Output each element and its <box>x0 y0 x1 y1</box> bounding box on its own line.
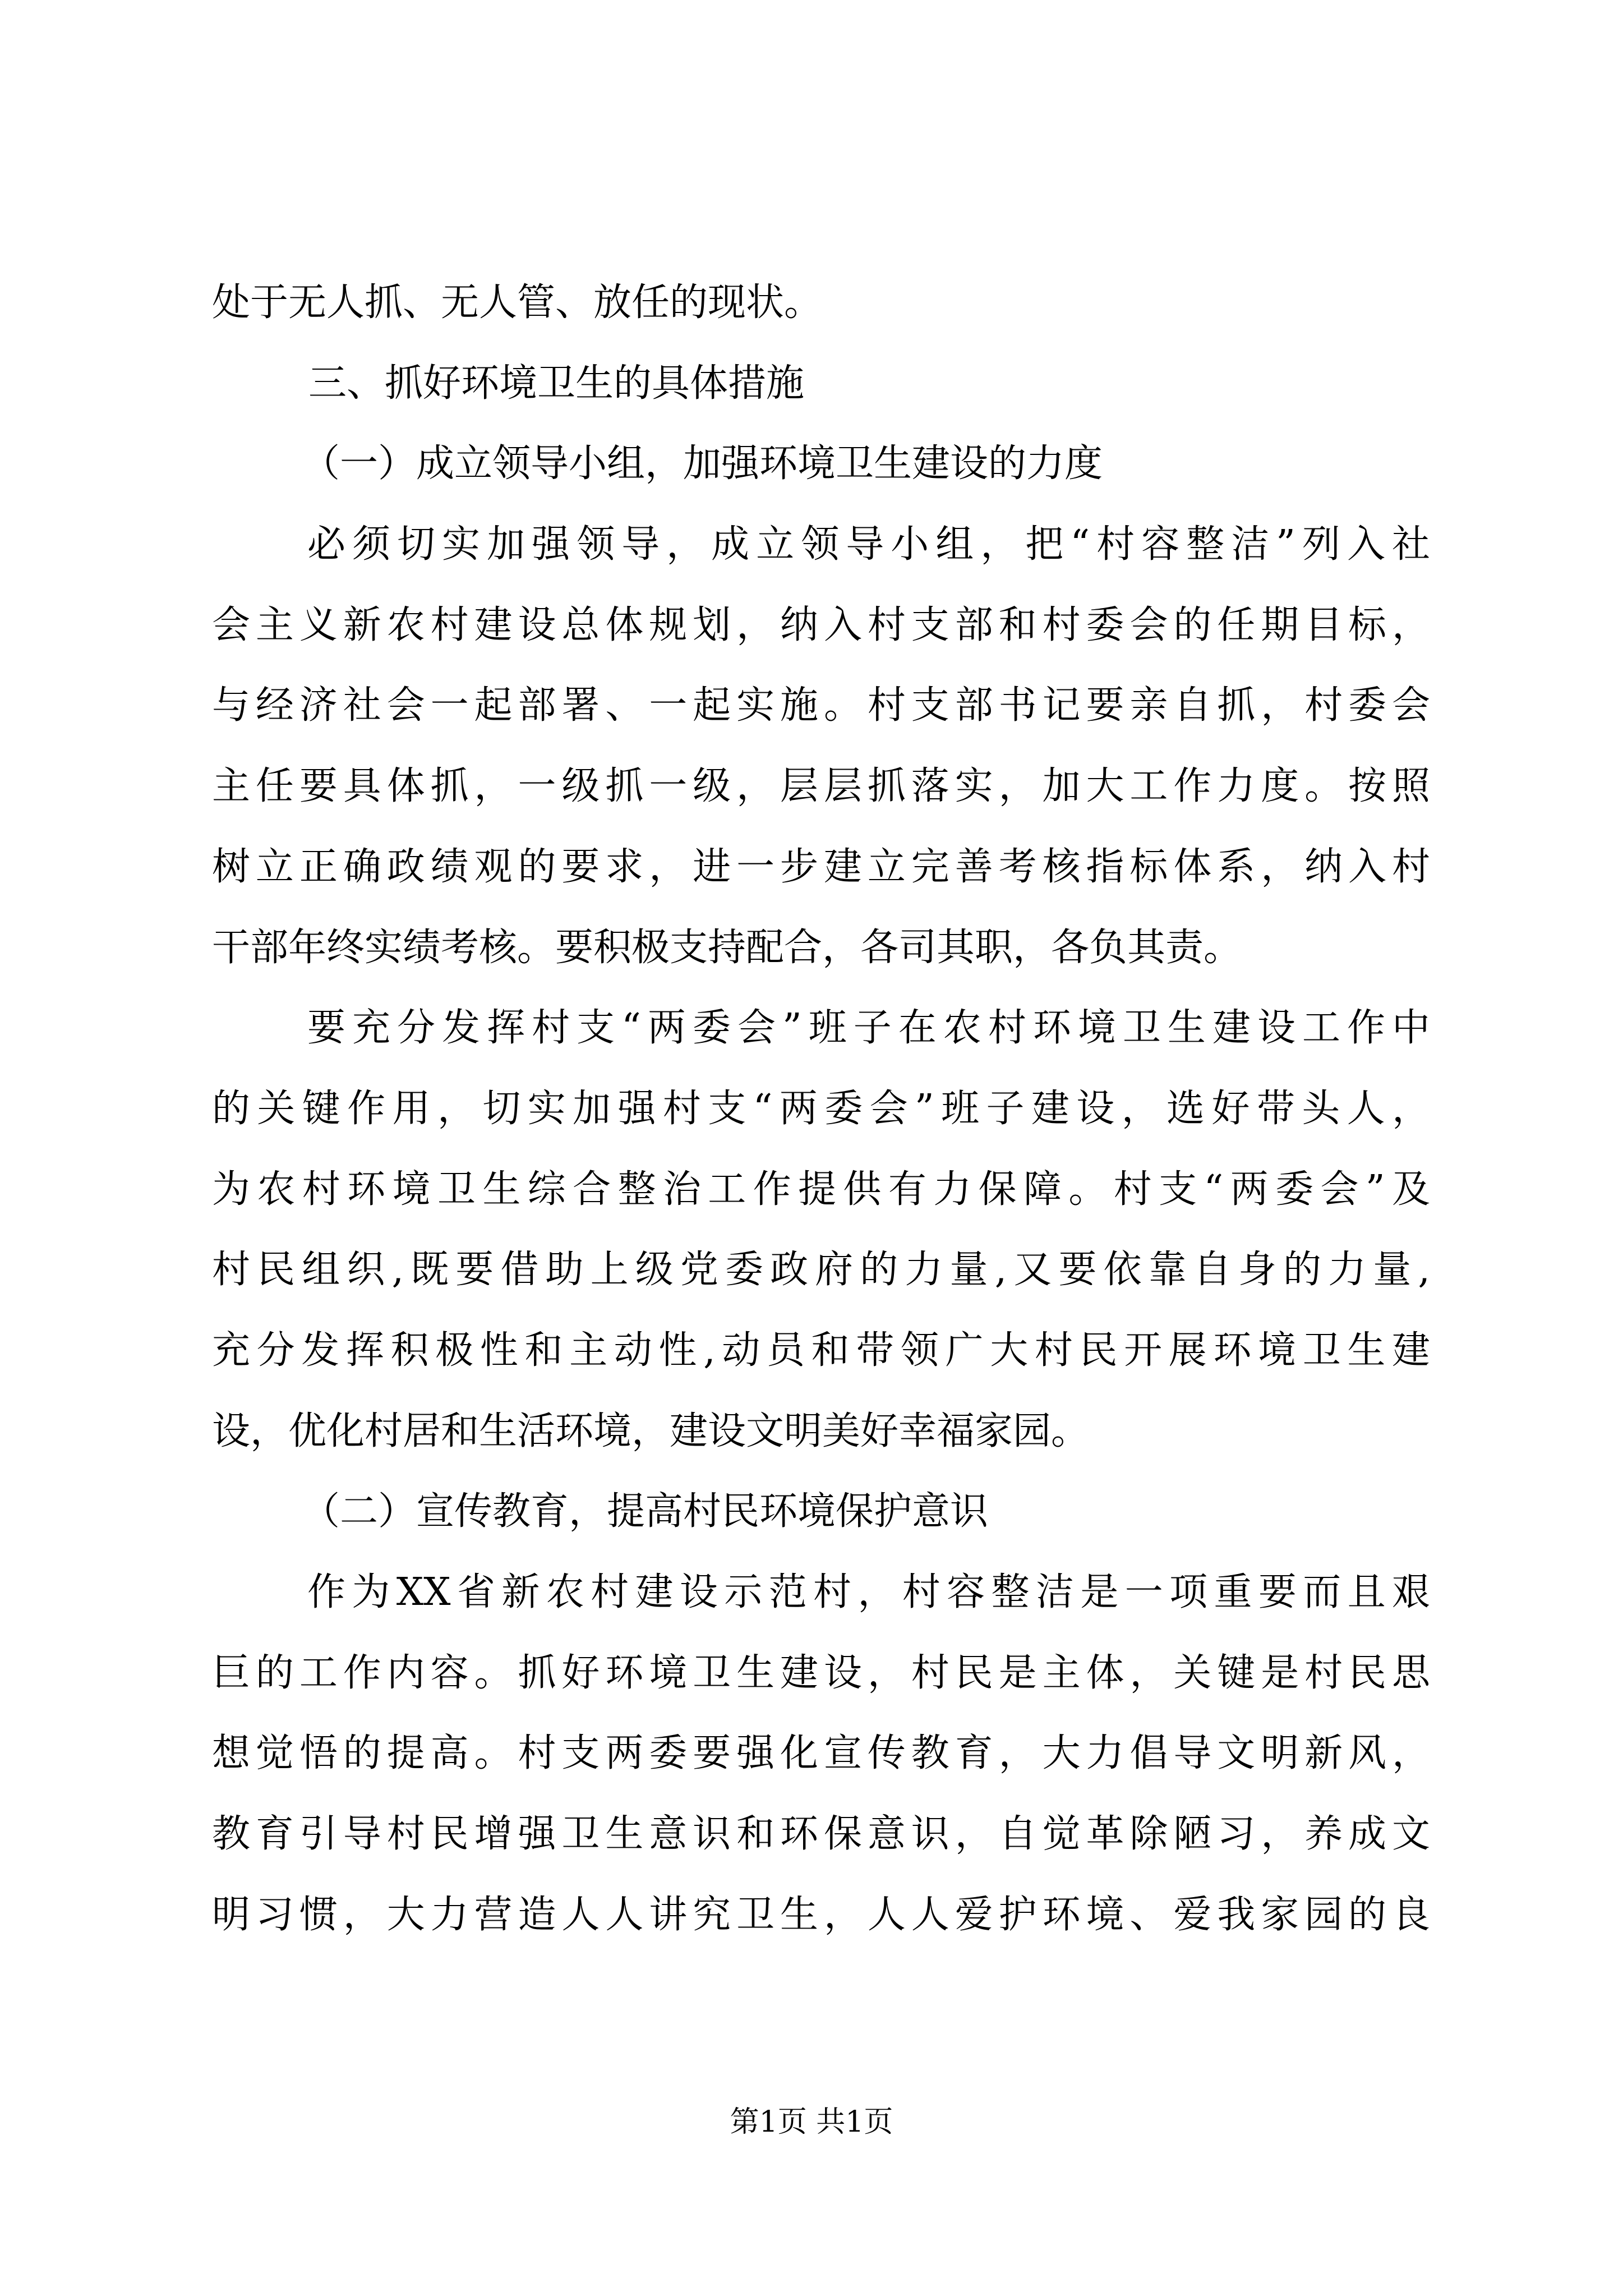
text-line: 与经济社会一起部署、一起实施。村支部书记要亲自抓，村委会 <box>212 683 1430 728</box>
document-body <box>212 263 1430 1955</box>
subsection-heading: （二）宣传教育，提高村民环境保护意识 <box>302 1489 989 1534</box>
text-line: 主任要具体抓，一级抓一级，层层抓落实，加大工作力度。按照 <box>212 764 1430 809</box>
text-line: 干部年终实绩考核。要积极支持配合，各司其职，各负其责。 <box>212 925 1242 970</box>
text-line: 村民组织,既要借助上级党委政府的力量,又要依靠自身的力量, <box>212 1248 1430 1292</box>
text-line: 要充分发挥村支“两委会”班子在农村环境卫生建设工作中 <box>307 1006 1430 1051</box>
text-line: 作为XX省新农村建设示范村，村容整洁是一项重要而且艰 <box>307 1570 1430 1614</box>
section-heading: 三、抓好环境卫生的具体措施 <box>308 361 805 406</box>
text-line: 设，优化村居和生活环境，建设文明美好幸福家园。 <box>212 1409 1090 1453</box>
text-line: 想觉悟的提高。村支两委要强化宣传教育，大力倡导文明新风， <box>212 1731 1430 1776</box>
page-footer: 第1页 共1页 <box>730 2105 893 2139</box>
text-line: 必须切实加强领导，成立领导小组，把“村容整洁”列入社 <box>307 522 1430 567</box>
text-line: 处于无人抓、无人管、放任的现状。 <box>212 280 823 325</box>
text-line: 充分发挥积极性和主动性,动员和带领广大村民开展环境卫生建 <box>212 1328 1430 1373</box>
text-line: 教育引导村民增强卫生意识和环保意识，自觉革除陋习，养成文 <box>212 1812 1430 1857</box>
text-line: 会主义新农村建设总体规划，纳入村支部和村委会的任期目标， <box>212 602 1430 647</box>
text-line: 的关键作用，切实加强村支“两委会”班子建设，选好带头人， <box>212 1086 1430 1131</box>
text-line: 为农村环境卫生综合整治工作提供有力保障。村支“两委会”及 <box>212 1167 1430 1212</box>
subsection-heading: （一）成立领导小组，加强环境卫生建设的力度 <box>302 441 1103 486</box>
text-line: 明习惯，大力营造人人讲究卫生，人人爱护环境、爱我家园的良 <box>212 1892 1430 1937</box>
text-line: 巨的工作内容。抓好环境卫生建设，村民是主体，关键是村民思 <box>212 1650 1430 1695</box>
text-line: 树立正确政绩观的要求，进一步建立完善考核指标体系，纳入村 <box>212 844 1430 889</box>
